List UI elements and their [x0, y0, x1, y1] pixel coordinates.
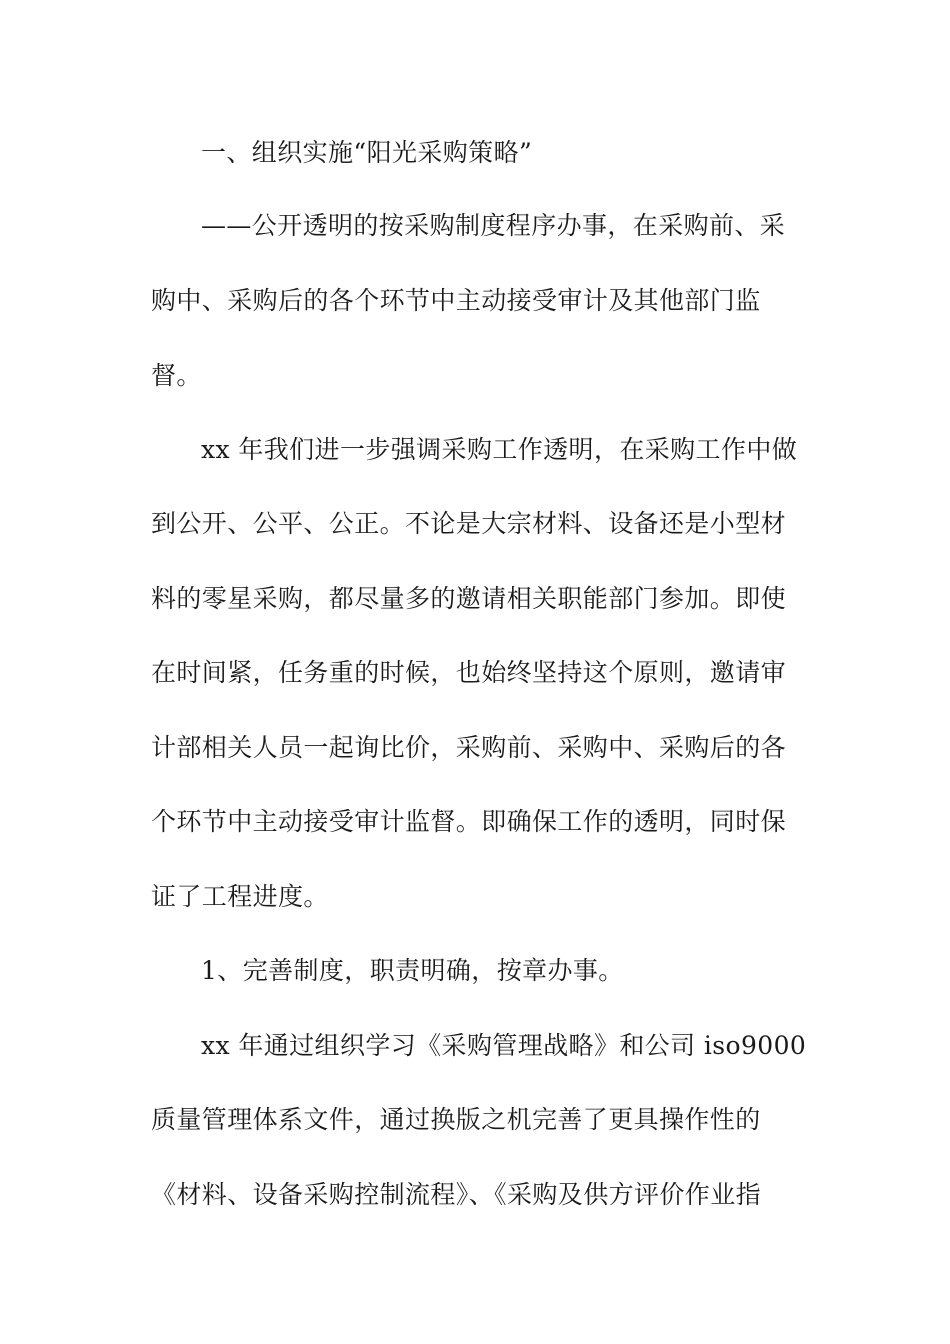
paragraph-line: 在时间紧，任务重的时候，也始终坚持这个原则，邀请审 — [151, 658, 787, 687]
paragraph-line: xx 年我们进一步强调采购工作透明，在采购工作中做 — [201, 435, 798, 464]
paragraph-line: 购中、采购后的各个环节中主动接受审计及其他部门监 — [151, 286, 761, 315]
paragraph-line: 《材料、设备采购控制流程》、《采购及供方评价作业指 — [151, 1180, 762, 1209]
paragraph-line: 证了工程进度。 — [151, 882, 329, 911]
paragraph-line: ——公开透明的按采购制度程序办事，在采购前、采 — [201, 211, 786, 240]
paragraph-line: 计部相关人员一起询比价，采购前、采购中、采购后的各 — [151, 733, 787, 762]
paragraph-line: 督。 — [151, 361, 202, 390]
paragraph-line: 到公开、公平、公正。不论是大宗材料、设备还是小型材 — [151, 509, 787, 538]
paragraph-line: 料的零星采购，都尽量多的邀请相关职能部门参加。即使 — [151, 584, 787, 613]
paragraph-line: 个环节中主动接受审计监督。即确保工作的透明，同时保 — [151, 807, 787, 836]
section-heading: 一、组织实施“阳光采购策略” — [201, 138, 533, 167]
subsection-heading: 1、完善制度，职责明确，按章办事。 — [201, 956, 624, 985]
paragraph-line: xx 年通过组织学习《采购管理战略》和公司 iso9000 — [201, 1031, 807, 1060]
paragraph-line: 质量管理体系文件，通过换版之机完善了更具操作性的 — [151, 1105, 761, 1134]
